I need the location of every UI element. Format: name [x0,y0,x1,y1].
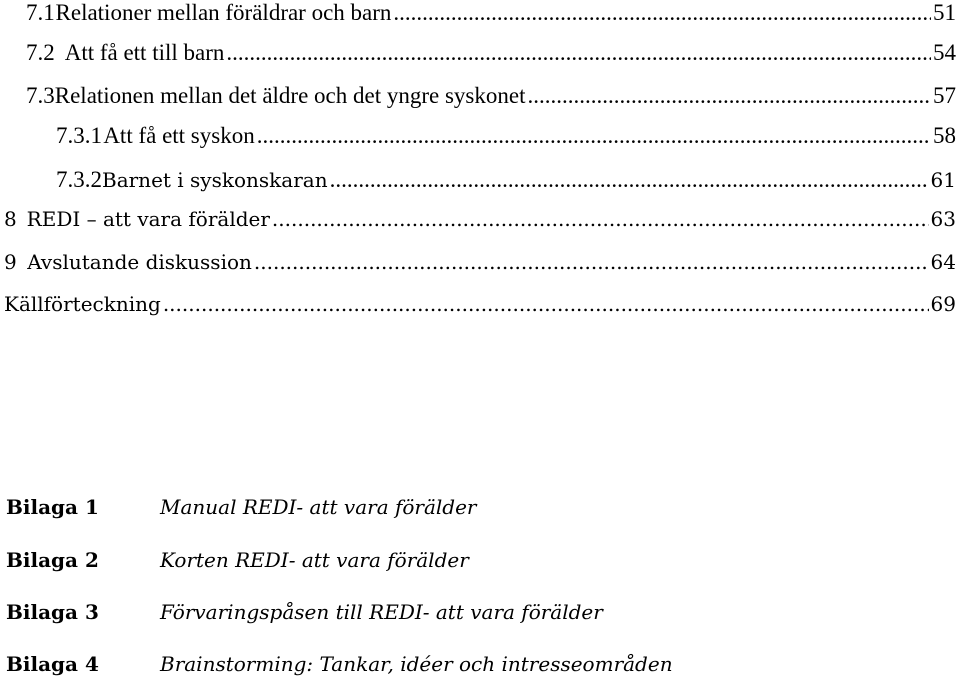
appendix-description: Förvaringspåsen till REDI- att vara förälder [160,600,603,624]
toc-dot-leader [257,122,931,150]
toc-entry[interactable] [4,290,956,318]
toc-entry-title: Att få ett syskon [103,123,255,148]
toc-entry-page: 64 [930,250,956,274]
toc-entry-number: 7.2 [26,40,55,65]
appendix-label: Bilaga 2 [6,548,99,572]
toc-entry-number: 7.1 [26,0,55,25]
toc-entry-title: Avslutande diskussion [27,250,252,274]
toc-entry-number: 9 [4,250,17,274]
toc-entry-title: Relationen mellan det äldre och det yngre syskonet [54,83,526,108]
appendix-label: Bilaga 1 [6,495,99,519]
toc-entry[interactable] [4,205,956,233]
appendix-label: Bilaga 3 [6,600,99,624]
toc-entry-page: 54 [933,40,956,65]
toc-dot-leader [527,82,931,110]
toc-entry-page: 57 [933,83,956,108]
toc-entry-page: 69 [930,292,956,316]
toc-entry-page: 63 [930,207,956,231]
toc-entry-title: REDI – att vara förälder [26,207,270,231]
toc-entry[interactable] [26,39,956,67]
toc-entry-number: 7.3.2 [56,167,102,192]
appendix-item [6,546,469,574]
appendix-label: Bilaga 4 [6,652,99,676]
toc-entry-title: Källförteckning [4,292,161,316]
toc-entry-page: 61 [930,168,956,192]
appendix-item [6,650,673,678]
toc-entry[interactable] [4,248,956,276]
toc-entry-number: 8 [4,207,17,231]
toc-entry-title: Barnet i syskonskaran [102,168,328,192]
toc-entry-page: 51 [933,0,956,25]
appendix-item [6,493,477,521]
toc-entry[interactable] [26,82,956,110]
toc-dot-leader [254,248,929,276]
toc-dot-leader [330,166,929,194]
toc-entry-title: Att få ett till barn [64,40,225,65]
appendix-item [6,598,603,626]
toc-dot-leader [163,290,929,318]
toc-entry-page: 58 [933,123,956,148]
toc-entry-number: 7.3.1 [56,123,102,148]
appendix-description: Korten REDI- att vara förälder [160,548,469,572]
toc-dot-leader [272,205,929,233]
appendix-description: Brainstorming: Tankar, idéer och intresseområden [160,652,673,676]
toc-entry-title: Relationer mellan föräldrar och barn [55,0,392,25]
toc-entry[interactable] [56,122,956,150]
toc-dot-leader [226,39,931,67]
toc-entry[interactable] [56,166,956,194]
appendix-description: Manual REDI- att vara förälder [160,495,477,519]
toc-dot-leader [393,0,931,27]
toc-entry-number: 7.3 [26,83,55,108]
toc-entry[interactable] [26,0,956,27]
